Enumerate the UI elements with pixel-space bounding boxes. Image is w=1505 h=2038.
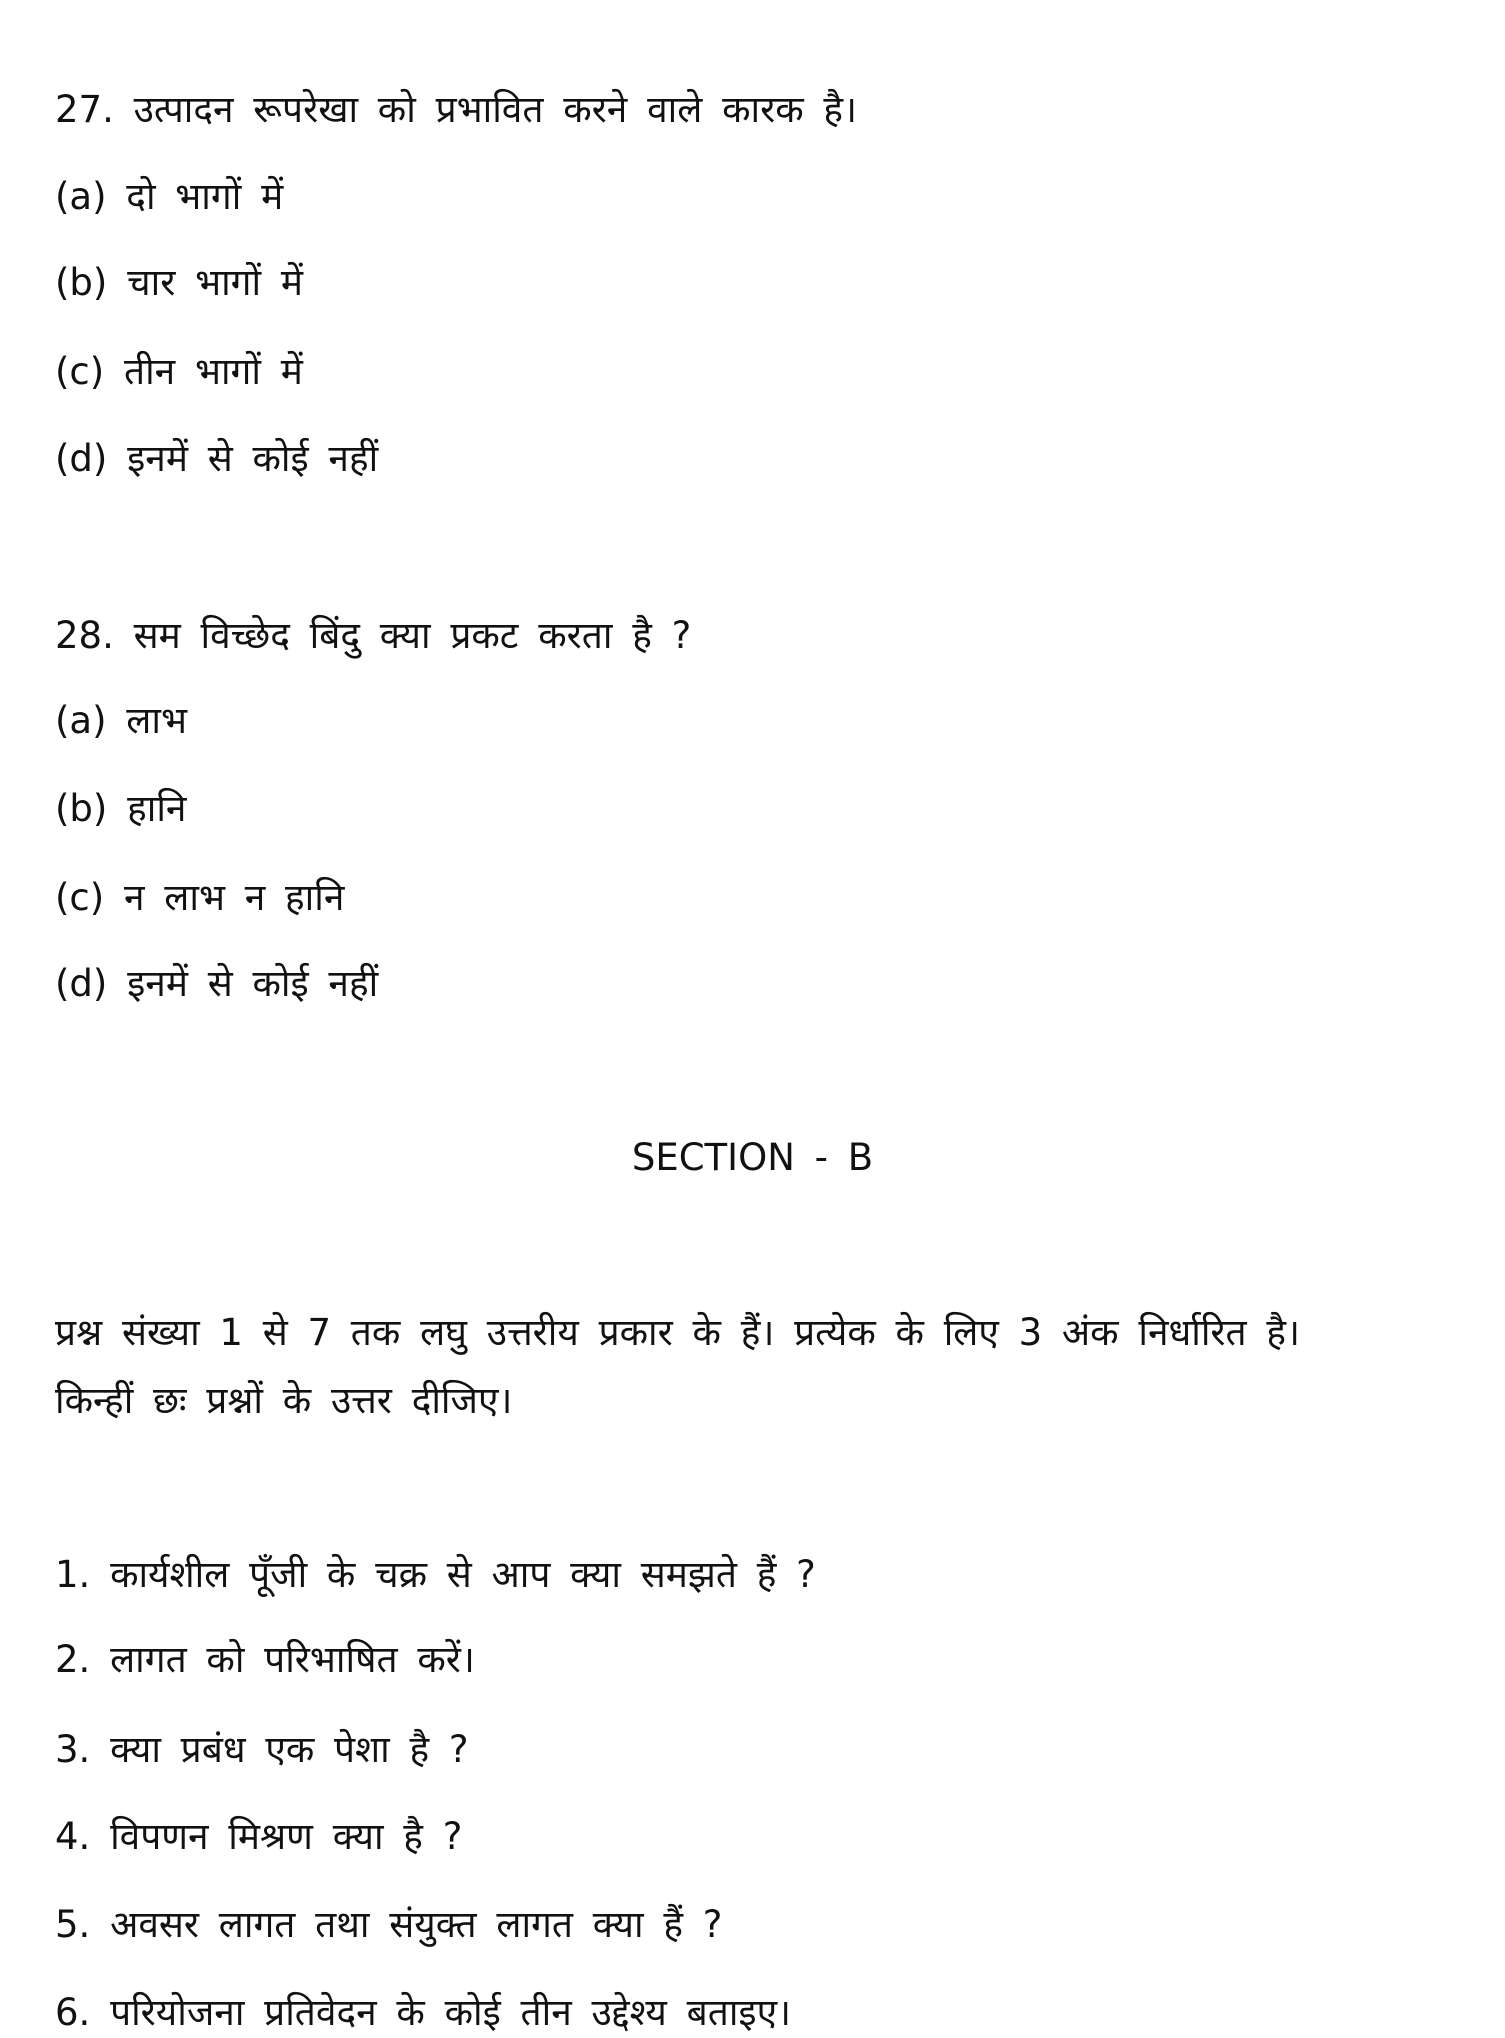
question-item: 5. अवसर लागत तथा संयुक्त लागत क्या हैं ? [55,1903,723,1946]
instruction-line: प्रश्न संख्या 1 से 7 तक लघु उत्तरीय प्रकार के हैं। प्रत्येक के लिए 3 अंक निर्धारित है। [55,1311,1301,1354]
question-item: 2. लागत को परिभाषित करें। [55,1638,475,1681]
question-text: 27. उत्पादन रूपरेखा को प्रभावित करने वाले कारक है। [55,88,858,131]
option-b: (b) हानि [55,787,187,830]
option-a: (a) लाभ [55,699,187,742]
question-item: 3. क्या प्रबंध एक पेशा है ? [55,1728,469,1771]
question-text: 28. सम विच्छेद बिंदु क्या प्रकट करता है ? [55,614,692,657]
option-c: (c) तीन भागों में [55,350,303,393]
question-item: 4. विपणन मिश्रण क्या है ? [55,1815,463,1858]
option-a: (a) दो भागों में [55,175,284,218]
question-item: 1. कार्यशील पूँजी के चक्र से आप क्या समझते हैं ? [55,1553,816,1596]
option-b: (b) चार भागों में [55,261,303,304]
option-c: (c) न लाभ न हानि [55,876,345,919]
section-heading: SECTION - B [631,1136,874,1179]
option-d: (d) इनमें से कोई नहीं [55,962,379,1005]
option-d: (d) इनमें से कोई नहीं [55,437,379,480]
question-item: 6. परियोजना प्रतिवेदन के कोई तीन उद्देश्य बताइए। [55,1991,792,2034]
instruction-line: किन्हीं छः प्रश्नों के उत्तर दीजिए। [55,1379,513,1422]
